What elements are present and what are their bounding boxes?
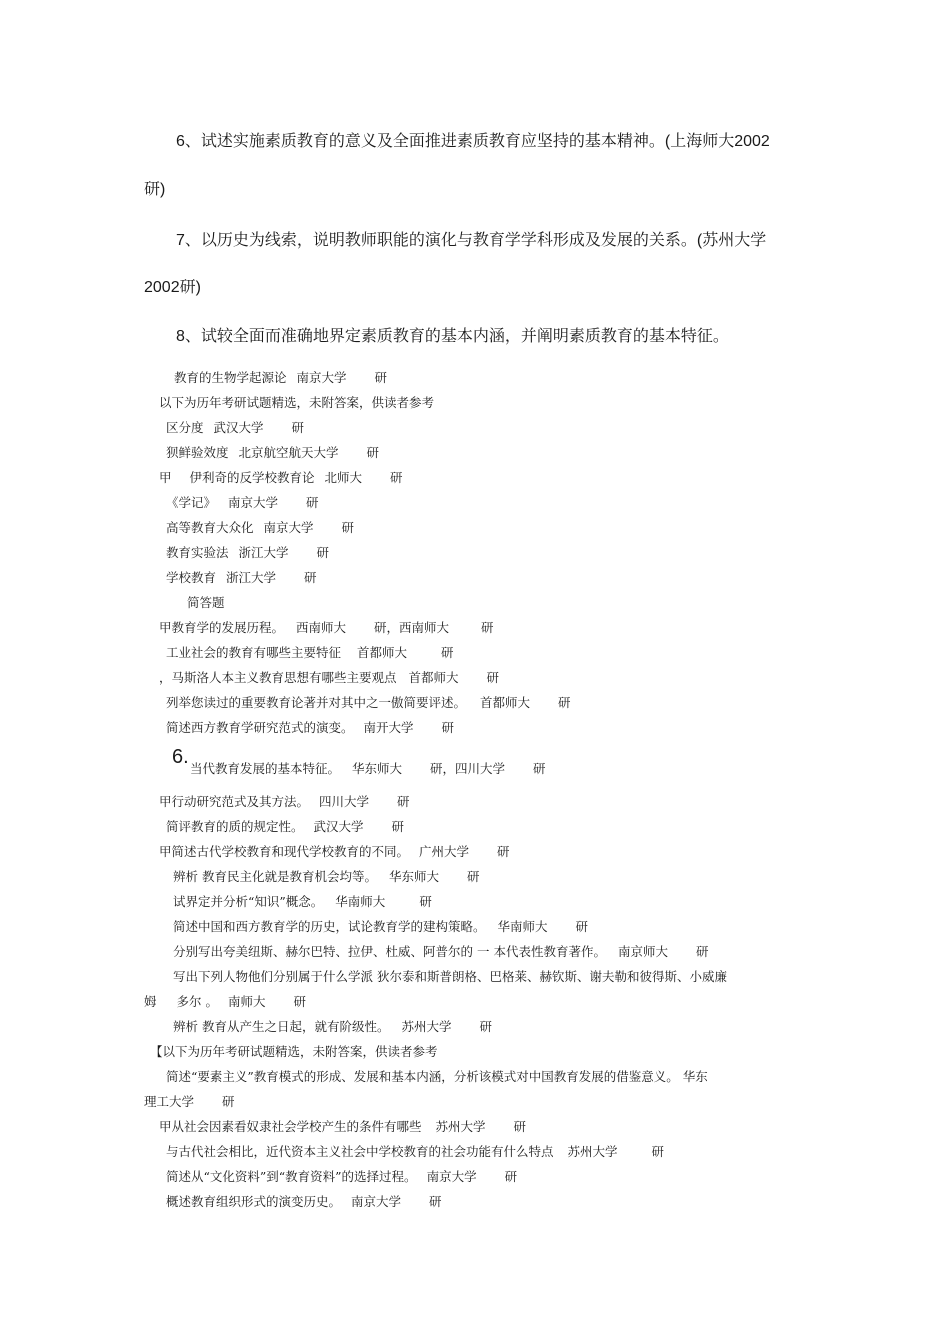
item-school: 南京大学 bbox=[263, 520, 314, 535]
list-item bbox=[144, 1093, 235, 1111]
item-school: 四川大学 bbox=[319, 794, 370, 809]
item-tail: 研 bbox=[391, 819, 405, 834]
item-school: 华东师大 bbox=[388, 869, 439, 884]
item-text: ，马斯洛人本主义教育思想有哪些主要观点 bbox=[159, 670, 397, 685]
question-6-line1: 6、试述实施素质教育的意义及全面推进素质教育应坚持的基本精神。(上海师大2002 bbox=[176, 133, 770, 150]
list-item bbox=[159, 1118, 526, 1136]
item-tail: 研 bbox=[316, 545, 330, 560]
item-text: 辨析 教育从产生之日起，就有阶级性。 bbox=[173, 1019, 390, 1034]
item-school: 武汉大学 bbox=[213, 420, 264, 435]
item-tail: 研 bbox=[575, 919, 589, 934]
item-tail: 研 bbox=[467, 869, 480, 884]
item-tail: 研 bbox=[513, 1119, 527, 1134]
item-text: 【以下为历年考研试题精选，未附答案，供读者参考 bbox=[150, 1044, 438, 1059]
item-tail: 研 bbox=[341, 520, 355, 535]
item-text: 简述西方教育学研究范式的演变。 bbox=[166, 720, 354, 735]
question-7-line2: 2002研) bbox=[144, 279, 201, 296]
item-text: 甲从社会因素看奴隶社会学校产生的条件有哪些 bbox=[159, 1119, 422, 1134]
item-text: 狈鲜验效度 bbox=[166, 445, 229, 460]
list-item bbox=[159, 669, 499, 687]
item-school: 首都师大 bbox=[408, 670, 459, 685]
list-item bbox=[166, 1168, 517, 1186]
item-text: 理工大学 bbox=[144, 1094, 195, 1109]
item-text: 甲教育学的发展历程。 bbox=[159, 620, 285, 635]
item-school: 南京大学 bbox=[351, 1194, 402, 1209]
item-school: 华南师大 bbox=[335, 894, 386, 909]
list-item bbox=[159, 394, 434, 412]
item-school: 西南师大 bbox=[296, 620, 347, 635]
item-text: 高等教育大众化 bbox=[166, 520, 254, 535]
item-school: 北师大 bbox=[324, 470, 363, 485]
list-item bbox=[166, 694, 571, 712]
list-item bbox=[166, 719, 454, 737]
item-text: 与古代社会相比，近代资本主义社会中学校教育的社会功能有什么特点 bbox=[166, 1144, 554, 1159]
item-school: 南京大学 bbox=[426, 1169, 477, 1184]
item-tail: 研 bbox=[533, 761, 546, 776]
item-tail: 研 bbox=[486, 670, 500, 685]
item-tail: 研 bbox=[419, 894, 432, 909]
list-item bbox=[166, 644, 454, 662]
item-school: 苏州大学 bbox=[435, 1119, 486, 1134]
item-school: 广州大学 bbox=[419, 844, 470, 859]
list-item bbox=[173, 893, 432, 911]
item-text: 简评教育的质的规定性。 bbox=[166, 819, 304, 834]
item-text: 甲简述古代学校教育和现代学校教育的不同。 bbox=[159, 844, 410, 859]
item-school: 华东师大 bbox=[352, 761, 403, 776]
list-item bbox=[159, 843, 510, 861]
item-text: 教育的生物学起源论 bbox=[174, 370, 287, 385]
item-text: 概述教育组织形式的演变历史。 bbox=[166, 1194, 342, 1209]
list-item bbox=[159, 793, 410, 811]
item-text: 简答题 bbox=[187, 595, 225, 610]
item-text: 当代教育发展的基本特征。 bbox=[190, 761, 341, 776]
item-mid: 多尔 。 bbox=[176, 994, 218, 1009]
list-item bbox=[173, 1018, 492, 1036]
item-school: 南开大学 bbox=[363, 720, 414, 735]
item-text: 姆 bbox=[144, 994, 157, 1009]
list-item bbox=[190, 760, 546, 778]
item-school: 浙江大学 bbox=[238, 545, 289, 560]
item-tail: 研，四川大学 bbox=[430, 761, 506, 776]
item-tail: 研 bbox=[441, 720, 455, 735]
item-text: 列举您读过的重要教育论著并对其中之一傲简要评述。 bbox=[166, 695, 467, 710]
list-item bbox=[166, 1068, 708, 1086]
list-item bbox=[166, 519, 354, 537]
item-tail: 研 bbox=[390, 470, 403, 485]
item-tail: 研 bbox=[222, 1094, 235, 1109]
item-school: 南京师大 bbox=[617, 944, 668, 959]
item-text: 教育实验法 bbox=[166, 545, 229, 560]
item-tail: 研 bbox=[479, 1019, 493, 1034]
item-text: 分别写出夸美纽斯、赫尔巴特、拉伊、杜威、阿普尔的 一 本代表性教育著作。 bbox=[173, 944, 606, 959]
list-item bbox=[166, 419, 304, 437]
item-tail: 研 bbox=[695, 944, 709, 959]
list-item bbox=[173, 943, 708, 961]
question-8-line1: 8、试较全面而准确地界定素质教育的基本内涵，并阐明素质教育的基本特征。 bbox=[176, 328, 729, 345]
item-tail: 研 bbox=[481, 620, 494, 635]
item-school: 南京大学 bbox=[296, 370, 347, 385]
item-tail: 研 bbox=[441, 645, 454, 660]
question-6-line2: 研) bbox=[144, 181, 166, 198]
item-text: 写出下列人物他们分别属于什么学派 狄尔泰和斯普朗格、巴格莱、赫钦斯、谢夫勒和彼得斯、小威廉 bbox=[173, 969, 727, 984]
item-text: 试界定并分析“知识”概念。 bbox=[173, 894, 324, 909]
item-school: 首都师大 bbox=[480, 695, 531, 710]
item-tail: 研 bbox=[429, 1194, 442, 1209]
item-tail: 研 bbox=[306, 495, 319, 510]
item-tail: 研 bbox=[497, 844, 510, 859]
item-school: 南师大 bbox=[228, 994, 266, 1009]
list-item bbox=[166, 544, 329, 562]
item-school: 苏州大学 bbox=[401, 1019, 452, 1034]
list-item bbox=[150, 1043, 438, 1061]
item-school: 华南师大 bbox=[497, 919, 548, 934]
item-text: 伊利奇的反学校教育论 bbox=[189, 470, 315, 485]
item-number: 6. bbox=[172, 746, 189, 768]
list-item bbox=[166, 444, 379, 462]
list-item bbox=[174, 369, 387, 387]
item-text: 《学记》 bbox=[166, 495, 217, 510]
list-item bbox=[144, 993, 306, 1011]
item-text: 辨析 教育民主化就是教育机会均等。 bbox=[173, 869, 377, 884]
item-text: 简述“要素主义”教育模式的形成、发展和基本内涵，分析该模式对中国教育发展的借鉴意义。 华东 bbox=[166, 1069, 708, 1084]
list-item bbox=[173, 968, 727, 986]
list-item bbox=[166, 818, 404, 836]
list-item bbox=[159, 469, 403, 487]
item-text: 甲行动研究范式及其方法。 bbox=[159, 794, 310, 809]
list-item bbox=[166, 1193, 442, 1211]
question-7-line1: 7、以历史为线索，说明教师职能的演化与教育学学科形成及发展的关系。(苏州大学 bbox=[176, 232, 767, 249]
list-item bbox=[159, 619, 494, 637]
list-item bbox=[166, 494, 319, 512]
item-school: 北京航空航天大学 bbox=[238, 445, 339, 460]
item-school: 首都师大 bbox=[357, 645, 408, 660]
item-tail: 研 bbox=[504, 1169, 518, 1184]
item-tail: 研 bbox=[397, 794, 410, 809]
item-text: 学校教育 bbox=[166, 570, 217, 585]
list-item bbox=[173, 868, 480, 886]
item-text: 区分度 bbox=[166, 420, 204, 435]
item-tail: 研 bbox=[291, 420, 305, 435]
item-tail: 研 bbox=[374, 370, 388, 385]
list-item bbox=[173, 918, 588, 936]
item-school: 苏州大学 bbox=[567, 1144, 618, 1159]
item-school: 南京大学 bbox=[228, 495, 279, 510]
section-heading bbox=[187, 594, 225, 612]
item-tail: 研 bbox=[293, 994, 307, 1009]
item-tail: 研 bbox=[651, 1144, 665, 1159]
list-item bbox=[166, 1143, 664, 1161]
item-tail: 研 bbox=[304, 570, 317, 585]
item-school: 武汉大学 bbox=[313, 819, 364, 834]
item-school: 浙江大学 bbox=[226, 570, 277, 585]
item-tail: 研 bbox=[366, 445, 380, 460]
item-text: 工业社会的教育有哪些主要特征 bbox=[166, 645, 342, 660]
list-item bbox=[166, 569, 317, 587]
item-text: 简述中国和西方教育学的历史，试论教育学的建构策略。 bbox=[173, 919, 486, 934]
item-text: 简述从“文化资料”到“教育资料”的选择过程。 bbox=[166, 1169, 417, 1184]
item-text: 以下为历年考研试题精选，未附答案，供读者参考 bbox=[159, 395, 435, 410]
item-tail: 研，西南师大 bbox=[374, 620, 450, 635]
item-lead: 甲 bbox=[159, 470, 172, 485]
item-tail: 研 bbox=[558, 695, 571, 710]
